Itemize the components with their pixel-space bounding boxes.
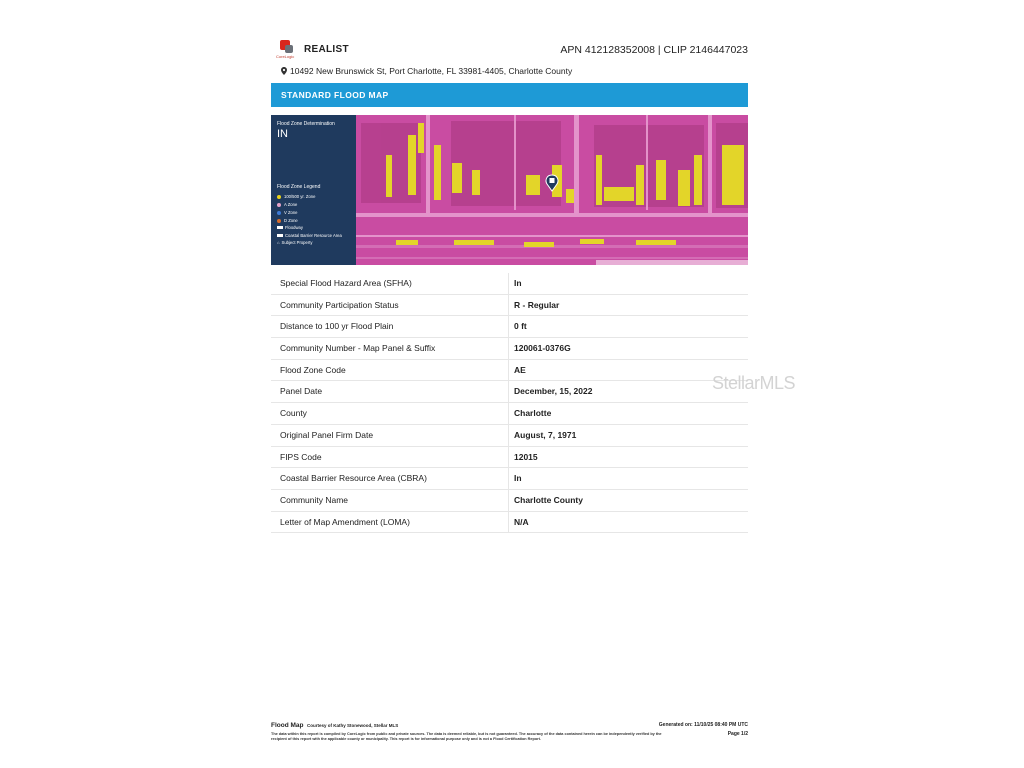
row-value: Charlotte (514, 408, 552, 419)
legend-label: D Zone (284, 218, 298, 223)
row-value: 0 ft (514, 321, 527, 332)
legend-label: Coastal Barrier Resource Area (285, 233, 342, 238)
row-value: December, 15, 2022 (514, 386, 593, 397)
table-row (271, 490, 748, 512)
column-divider (508, 490, 509, 511)
row-label: Panel Date (280, 386, 323, 397)
stellar-mls-watermark: StellarMLS (712, 373, 796, 393)
row-value: N/A (514, 516, 529, 527)
flood-map-image (356, 115, 748, 265)
row-label: Distance to 100 yr Flood Plain (280, 321, 394, 332)
row-value: AE (514, 364, 526, 375)
legend-item (277, 194, 315, 199)
table-row (271, 338, 748, 360)
table-row (271, 295, 748, 317)
column-divider (508, 512, 509, 533)
row-label: FIPS Code (280, 451, 322, 462)
column-divider (508, 338, 509, 359)
row-value: Charlotte County (514, 494, 583, 505)
legend-label: Floodway (285, 225, 303, 230)
legend-item (277, 202, 297, 207)
column-divider (508, 425, 509, 446)
legend-label: 100/500 yr. Zone (284, 194, 316, 199)
legend-swatch-icon (277, 219, 281, 223)
determination-value: IN (277, 128, 288, 140)
row-value: In (514, 278, 522, 288)
property-address (281, 66, 572, 76)
column-divider (508, 468, 509, 489)
row-value: R - Regular (514, 299, 560, 310)
map-side-panel (271, 115, 356, 265)
brand-name: REALIST (304, 44, 349, 55)
legend-item (277, 233, 342, 238)
column-divider (508, 381, 509, 402)
address-text: 10492 New Brunswick St, Port Charlotte, FL 33981-4405, Charlotte County (290, 66, 573, 76)
footer-title: Flood Map (271, 722, 304, 729)
legend-label: A Zone (284, 202, 298, 207)
legend-label: Subject Property (281, 240, 313, 245)
section-header (271, 83, 748, 107)
generated-timestamp: Generated on: 11/10/25 08:40 PM UTC (658, 722, 748, 728)
table-row (271, 512, 748, 534)
column-divider (508, 360, 509, 381)
report-header (271, 40, 748, 60)
table-row (271, 468, 748, 490)
legend-item (277, 218, 298, 223)
table-row (271, 425, 748, 447)
parcel-ids: APN 412128352008 | CLIP 2146447023 (560, 44, 748, 56)
row-label: County (280, 408, 307, 419)
row-label: Community Participation Status (280, 299, 399, 310)
column-divider (508, 295, 509, 316)
row-label: Letter of Map Amendment (LOMA) (280, 516, 410, 527)
section-title: STANDARD FLOOD MAP (281, 90, 389, 100)
determination-label: Flood Zone Determination (277, 121, 335, 127)
page-number: Page 1/2 (727, 731, 748, 737)
corelogic-logo (276, 40, 298, 60)
flood-details-table (271, 273, 748, 533)
row-value: In (514, 473, 522, 484)
legend-swatch-icon (277, 234, 283, 237)
footer-disclaimer: The data within this report is compiled by CoreLogic from public and private sources. The data is deemed reliable, but is not guaranteed. The accuracy of the data contained herein can be independently verified by the recipient of this report with the applicable county or municipality. This report is for informational purpose only and is not a Flood Certification Report. (271, 732, 662, 741)
table-row (271, 316, 748, 338)
logo-text: CoreLogic (276, 54, 295, 59)
report-footer (271, 721, 748, 745)
row-label: Original Panel Firm Date (280, 429, 374, 440)
flood-map (271, 115, 748, 265)
footer-courtesy: Courtesy of Kathy Stonewood, Stellar MLS (307, 723, 399, 728)
row-label: Coastal Barrier Resource Area (CBRA) (280, 473, 427, 484)
row-label: Flood Zone Code (280, 364, 346, 375)
home-icon: ⌂ (277, 240, 280, 245)
table-row (271, 360, 748, 382)
column-divider (508, 316, 509, 337)
row-value: August, 7, 1971 (514, 429, 577, 440)
table-row (271, 403, 748, 425)
row-label: Community Name (280, 494, 349, 505)
legend-item (277, 210, 298, 215)
legend-swatch-icon (277, 195, 281, 199)
table-row (271, 273, 748, 295)
row-label: Special Flood Hazard Area (SFHA) (280, 278, 412, 288)
column-divider (508, 273, 509, 294)
row-value: 12015 (514, 451, 538, 462)
legend-item (277, 240, 313, 245)
legend-title: Flood Zone Legend (277, 184, 321, 190)
legend-item (277, 225, 303, 230)
location-pin-icon (281, 67, 287, 75)
legend-swatch-icon (277, 211, 281, 215)
legend-label: V Zone (284, 210, 298, 215)
table-row (271, 447, 748, 469)
legend-swatch-icon (277, 226, 283, 229)
column-divider (508, 447, 509, 468)
table-row (271, 381, 748, 403)
row-label: Community Number - Map Panel & Suffix (280, 343, 436, 354)
column-divider (508, 403, 509, 424)
row-value: 120061-0376G (514, 343, 571, 354)
legend-swatch-icon (277, 203, 281, 207)
